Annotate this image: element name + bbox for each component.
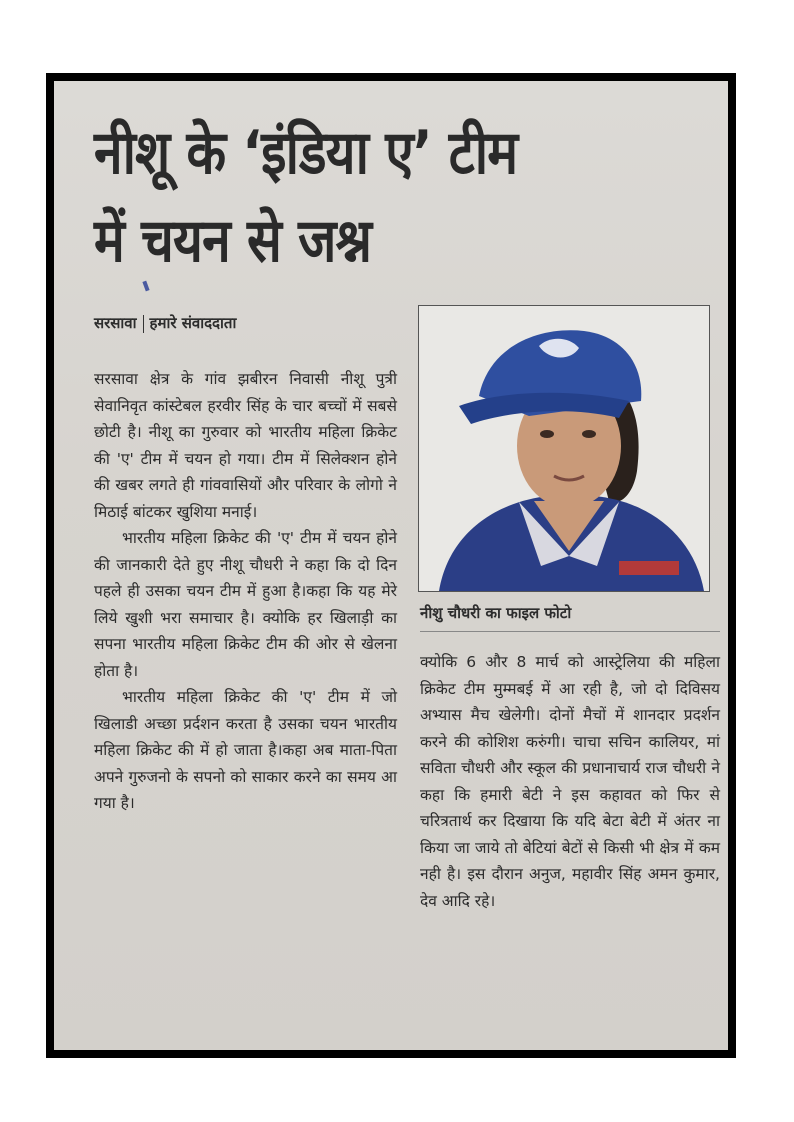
byline-reporter: हमारे संवाददाता xyxy=(149,314,237,332)
article-column-left xyxy=(94,366,397,817)
article-column-right xyxy=(420,649,720,914)
byline xyxy=(94,313,236,333)
paragraph-1: सरसावा क्षेत्र के गांव झबीरन निवासी नीशू पुत्री सेवानिवृत कांस्टेबल हरवीर सिंह के चार बच्चों में सबसे छोटी है। नीशू का गुरुवार को भारतीय महिला क्रिकेट की 'ए' टीम में चयन हो गया। टीम में सिलेक्शन होने की खबर लगते ही गांववासियों और परिवार के लोगो ने मिठाई बांटकर खुशिया मनाई। xyxy=(94,370,397,521)
portrait-image xyxy=(419,306,709,591)
paragraph-3: भारतीय महिला क्रिकेट की 'ए' टीम में जो खिलाडी अच्छा प्रर्दशन करता है उसका चयन भारतीय महिला क्रिकेट की में हो जाता है।कहा अब माता-पिता अपने गुरुजनो के सपनो को साकार करने का समय आ गया है। xyxy=(94,688,397,812)
paragraph-2: भारतीय महिला क्रिकेट की 'ए' टीम में चयन होने की जानकारी देते हुए नीशू चौधरी ने कहा कि दो दिन पहले ही उसका चयन टीम में हुआ है।कहा कि यह मेरे लिये खुशी भरा समाचार है। क्योकि हर खिलाड़ी का सपना भारतीय महिला क्रिकेट टीम की ओर से खेलना होता है। xyxy=(94,529,397,680)
clipping-frame xyxy=(46,73,736,1058)
player-photo xyxy=(418,305,710,592)
newspaper-clipping xyxy=(54,81,728,1050)
paragraph-4: क्योकि 6 और 8 मार्च को आस्ट्रेलिया की महिला क्रिकेट टीम मुम्मबई में आ रही है, जो दो दिविसय अभ्यास मैच खेलेगी। दोनों मैचों में शानदार प्रदर्शन करने की कोशिश करुंगी। चाचा सचिन कालियर, मां सविता चौधरी और स्कूल की प्रधानाचार्य राज चौधरी ने कहा कि हमारी बेटी ने इस कहावत को फिर से चरित्रतार्थ कर दिखाया कि यदि बेटा बेटी में अंतर ना किया जा जाये तो बेटियां बेटों से किसी भी क्षेत्र में कम नही है। इस दौरान अनुज, महावीर सिंह अमन कुमार, देव आदि रहे। xyxy=(420,653,720,910)
photo-caption: नीशु चौधरी का फाइल फोटो xyxy=(420,604,572,622)
headline-line-1: नीशू के ‘इंडिया ए’ टीम xyxy=(94,118,518,188)
headline xyxy=(94,109,610,285)
headline-line-2: में चयन से जश्न xyxy=(94,206,372,276)
caption-divider xyxy=(420,631,720,632)
byline-location: सरसावा xyxy=(94,314,137,332)
byline-divider xyxy=(143,315,144,333)
